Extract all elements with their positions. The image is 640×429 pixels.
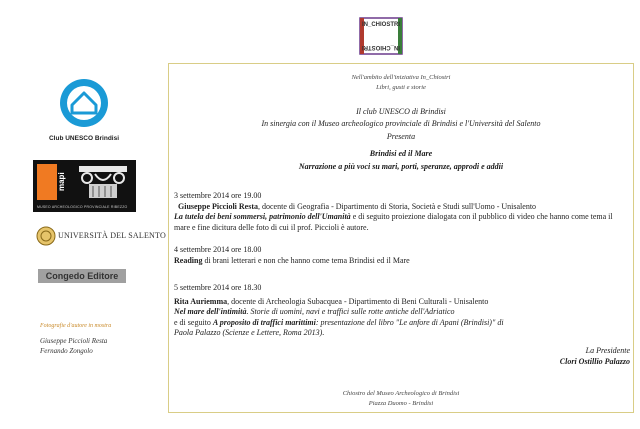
mapi-orange-block	[37, 164, 57, 200]
svg-text:IN_CHIOSTRI: IN_CHIOSTRI	[361, 22, 401, 28]
unisalento-seal-icon	[36, 226, 56, 246]
organizer: Il club UNESCO di Brindisi	[356, 107, 446, 116]
photographer-1: Giuseppe Piccioli Resta	[40, 337, 108, 345]
event-2-date: 4 settembre 2014 ore 18.00	[174, 245, 262, 254]
event-2-speaker: Reading	[174, 255, 203, 265]
mapi-text: mapi	[57, 172, 66, 192]
unesco-label: Club UNESCO Brindisi	[48, 135, 120, 142]
signature-name: Clori Ostillio Palazzo	[559, 357, 630, 366]
event-1-role: , docente di Geografia - Dipartimento di Storia, Società e Studi sull'Uomo - Unisalento	[258, 201, 537, 211]
event-3-line3-prefix: e di seguito	[174, 317, 213, 327]
event-3-talk-rest: . Storie di uomini, navi e traffici sulle rotte antiche dell'Adriatico	[246, 307, 455, 316]
unesco-club-logo	[58, 77, 110, 129]
event-1-speaker: Giuseppe Piccioli Resta	[178, 201, 258, 211]
event-1	[174, 191, 629, 233]
event-3-line3-rest: : presentazione del libro "Le anfore di Apani (Brindisi)" di	[315, 317, 504, 327]
presenta: Presenta	[386, 132, 416, 141]
congedo-editore-logo: Congedo Editore	[38, 269, 126, 283]
footer-line-1: Chiostro del Museo Archeologico di Brindisi	[342, 390, 460, 397]
event-3-line4: Paola Palazzo (Scienze e Lettere, Roma 2013).	[174, 328, 325, 337]
mapi-logo	[33, 160, 136, 212]
event-3-talk2: A proposito di traffici marittimi	[212, 317, 316, 327]
partners-line: In sinergia con il Museo archeologico provinciale di Brindisi e l'Università del Salento	[261, 119, 541, 128]
event-2-role: di brani letterari e non che hanno come tema Brindisi ed il Mare	[202, 255, 410, 265]
event-2	[174, 245, 629, 266]
svg-text:IN_CHIOSTRI: IN_CHIOSTRI	[361, 44, 401, 50]
mapi-subtitle: MUSEO ARCHEOLOGICO PROVINCIALE RIBEZZO	[37, 205, 128, 209]
event-title: Brindisi ed il Mare	[369, 149, 433, 158]
event-subtitle: Narrazione a più voci su mari, porti, speranze, approdi e addii	[298, 162, 504, 171]
event-3-speaker: Rita Auriemma	[174, 296, 228, 306]
event-1-talk: La tutela dei beni sommersi, patrimonio dell'Umanità	[174, 212, 351, 221]
signature-role: La Presidente	[585, 346, 630, 355]
unisalento-label: UNIVERSITÀ DEL SALENTO	[58, 231, 166, 240]
intro-line-1: Nell'ambito dell'iniziativa In_Chiostri	[351, 74, 451, 81]
in-chiostri-logo	[354, 14, 408, 58]
intro-line-2: Libri, gusti e storie	[376, 84, 426, 91]
footer-line-2: Piazza Duomo - Brindisi	[368, 400, 434, 407]
photographer-2: Fernando Zongolo	[40, 347, 93, 355]
event-1-rest: e di seguito proiezione dialogata con il pubblico di video che hanno come tema il mare e fine dicitura delle foto di cui il prof. Piccioli è autore.	[174, 212, 613, 232]
event-3-role: , docente di Archeologia Subacquea - Dipartimento di Beni Culturali - Unisalento	[227, 296, 489, 306]
capital-icon	[75, 164, 131, 200]
event-3	[174, 283, 629, 339]
event-1-date: 3 settembre 2014 ore 19.00	[174, 191, 262, 200]
photo-exhibit-label: Fotografie d'autore in mostra	[40, 323, 112, 329]
event-3-date: 5 settembre 2014 ore 18.30	[174, 283, 262, 292]
event-3-talk: Nel mare dell'intimità	[174, 307, 247, 316]
